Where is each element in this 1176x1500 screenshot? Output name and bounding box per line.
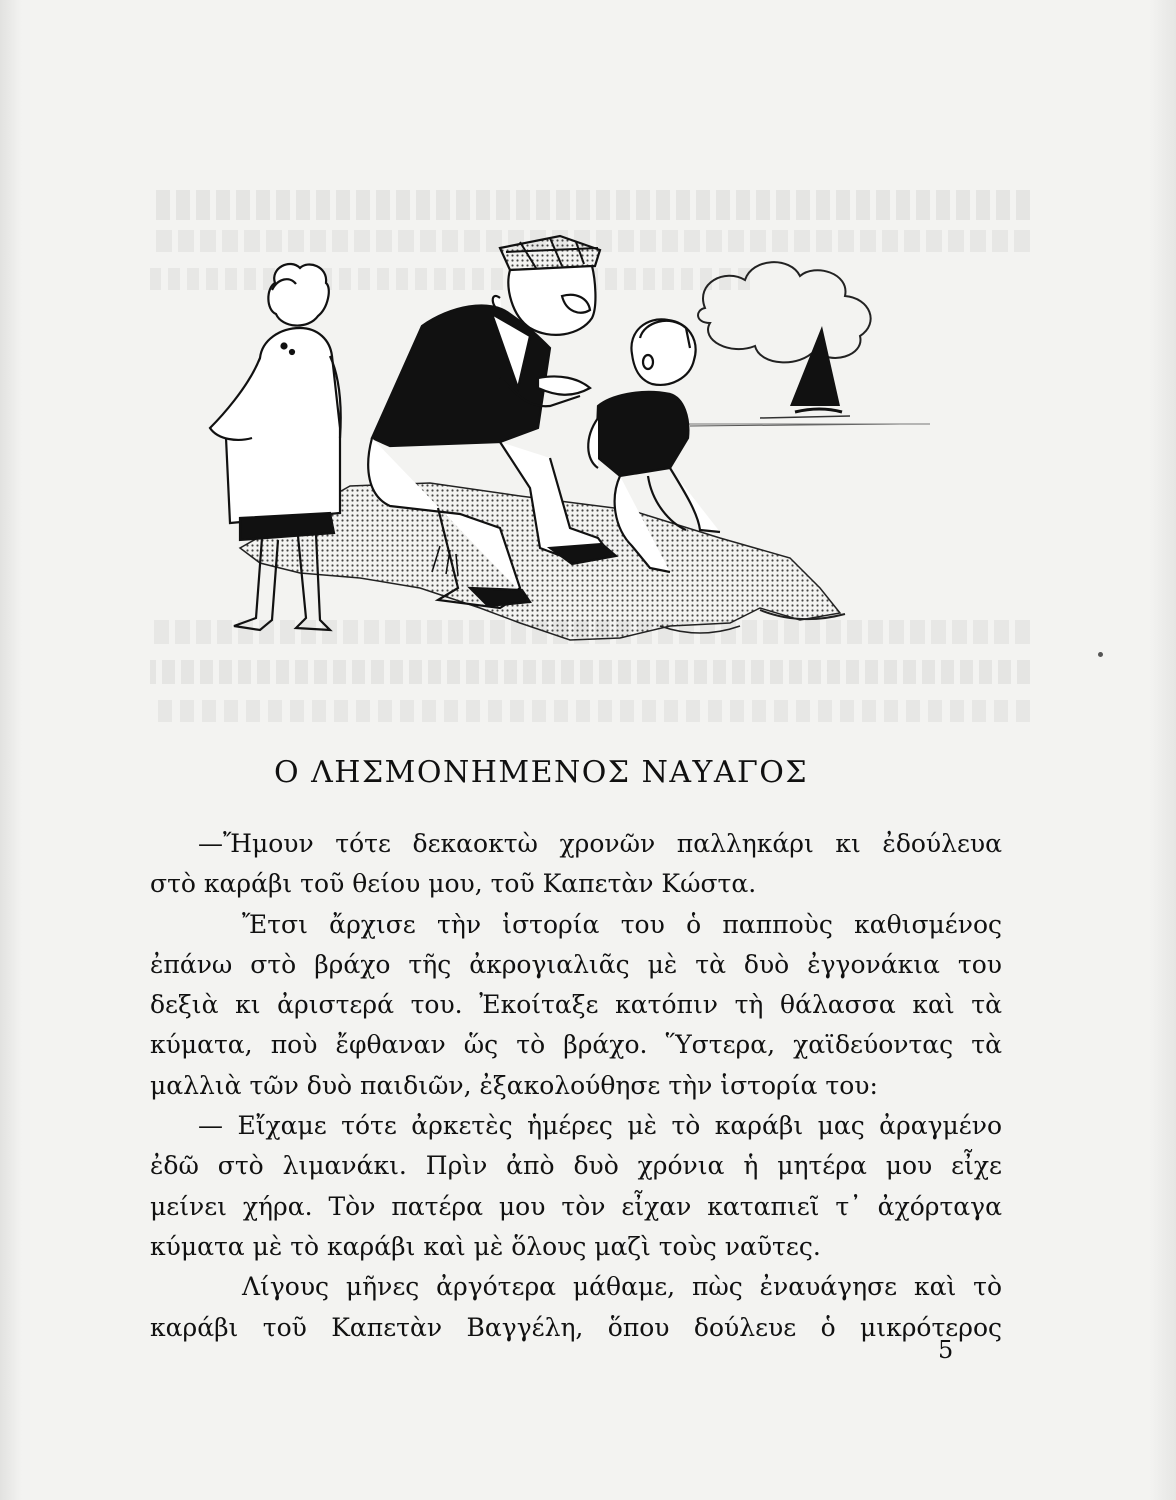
page-number: 5: [938, 1336, 954, 1364]
story-text: [150, 824, 1002, 1348]
text-line: κύματα, ποὺ ἔφθαναν ὥς τὸ βράχο. Ὕστερα, χαϊδεύοντας τὰ: [150, 1030, 1002, 1060]
text-line: —Ἤμουν τότε δεκαοκτὼ χρονῶν παλληκάρι κι ἐδούλευα: [198, 829, 1002, 858]
speck-decoration: [1098, 652, 1103, 657]
text-line: στὸ καράβι τοῦ θείου μου, τοῦ Καπετὰν Κώστα.: [150, 869, 757, 899]
text-line: ἐδῶ στὸ λιμανάκι. Πρὶν ἀπὸ δυὸ χρόνια ἡ μητέρα μου εἶχε: [150, 1151, 1002, 1181]
text-line: — Εἴχαμε τότε ἀρκετὲς ἡμέρες μὲ τὸ καράβι μας ἀραγμένο: [198, 1111, 1002, 1141]
text-line: ἐπάνω στὸ βράχο τῆς ἀκρογιαλιᾶς μὲ τὰ δυὸ ἐγγονάκια του: [150, 949, 1002, 979]
sailboat-icon: [690, 326, 900, 426]
text-line: Λίγους μῆνες ἀργότερα μάθαμε, πὼς ἐναυάγησε καὶ τὸ: [242, 1272, 1002, 1302]
cloud-icon: [698, 262, 871, 362]
text-line: κύματα μὲ τὸ καράβι καὶ μὲ ὅλους μαζὶ τοὺς ναῦτες.: [150, 1231, 821, 1261]
text-line: μαλλιὰ τῶν δυὸ παιδιῶν, ἐξακολούθησε τὴν ἱστορία του:: [150, 1070, 878, 1100]
bleed-through-decoration: [150, 190, 1030, 220]
bleed-through-decoration: [150, 700, 1030, 722]
text-line: καράβι τοῦ Καπετὰν Βαγγέλη, ὅπου δούλευε ὁ μικρότερος: [150, 1312, 1002, 1342]
text-line: δεξιὰ κι ἀριστερά του. Ἐκοίταξε κατόπιν τὴ θάλασσα καὶ τὰ: [150, 990, 1002, 1020]
grandfather-and-children-illustration: [200, 228, 940, 668]
text-line: Ἔτσι ἄρχισε τὴν ἱστορία του ὁ παπποὺς καθισμένος: [242, 909, 1002, 939]
text-line: μείνει χήρα. Τὸν πατέρα μου τὸν εἶχαν καταπιεῖ τ᾽ ἀχόρταγα: [150, 1191, 1002, 1221]
chapter-title: Ο ΛΗΣΜΟΝΗΜΕΝΟΣ ΝΑΥΑΓΟΣ: [274, 755, 809, 790]
